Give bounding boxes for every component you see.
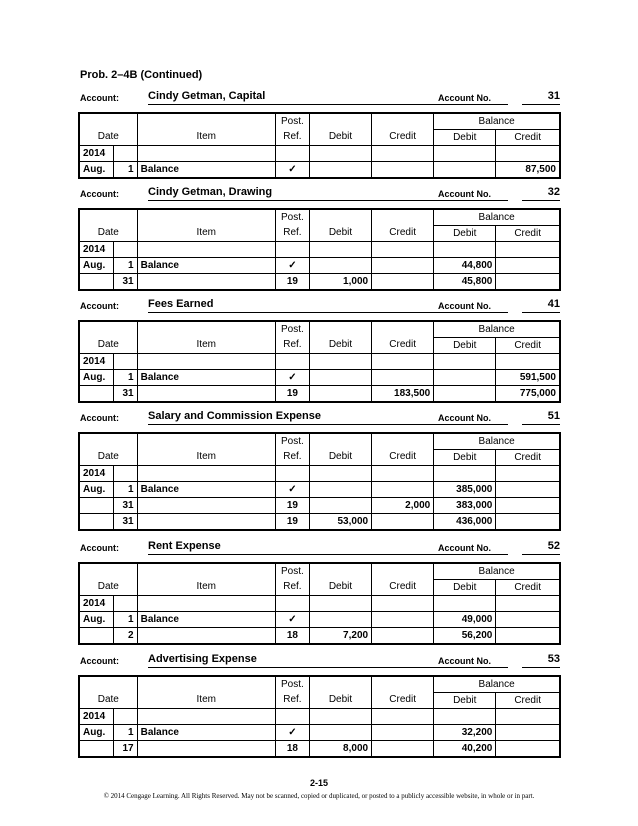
ledger-header-row [79,209,560,226]
ref-cell: ✓ [275,370,309,386]
item-header: Item [137,130,275,146]
account-header [80,186,558,202]
balance-credit-header: Credit [496,693,560,709]
credit-cell [372,258,434,274]
credit-header: Credit [372,338,434,354]
month-cell [79,741,113,758]
day-cell: 1 [113,482,137,498]
balance-debit-cell [434,370,496,386]
debit-header: Debit [309,580,371,596]
empty-cell [113,146,137,162]
credit-cell [372,628,434,645]
credit-header: Credit [372,580,434,596]
empty-cell [496,466,560,482]
balance-debit-cell: 45,800 [434,274,496,291]
balance-credit-cell: 775,000 [496,386,560,403]
account-label: Account: [80,656,119,666]
ref-cell: ✓ [275,725,309,741]
day-cell: 31 [113,498,137,514]
ref-header: Ref. [275,130,309,146]
debit-cell [309,498,371,514]
empty-cell [496,242,560,258]
debit-cell: 53,000 [309,514,371,531]
empty-cell [309,354,371,370]
account-name: Rent Expense [148,540,508,555]
balance-header: Balance [434,209,560,226]
date-header-top [79,676,137,693]
item-cell: Balance [137,370,275,386]
empty-cell [496,596,560,612]
empty-cell [137,466,275,482]
table-row [79,258,560,274]
credit-header: Credit [372,693,434,709]
empty-cell [434,466,496,482]
empty-cell [137,242,275,258]
empty-cell [309,596,371,612]
empty-cell [137,596,275,612]
table-row [79,514,560,531]
balance-header: Balance [434,321,560,338]
item-cell: Balance [137,725,275,741]
month-cell: Aug. [79,612,113,628]
date-header: Date [79,580,137,596]
empty-cell [275,466,309,482]
debit-header: Debit [309,130,371,146]
balance-debit-cell [434,386,496,403]
balance-debit-cell [434,162,496,179]
table-row [79,628,560,645]
account-name: Cindy Getman, Capital [148,90,508,105]
debit-cell [309,258,371,274]
credit-header-top [372,676,434,693]
credit-cell [372,162,434,179]
balance-debit-cell: 49,000 [434,612,496,628]
credit-cell [372,741,434,758]
debit-header-top [309,321,371,338]
empty-cell [137,354,275,370]
day-cell: 31 [113,514,137,531]
year-cell: 2014 [79,146,113,162]
item-cell: Balance [137,258,275,274]
ref-cell: 18 [275,741,309,758]
day-cell: 1 [113,258,137,274]
credit-cell [372,482,434,498]
account-number: 32 [522,186,560,201]
debit-cell [309,386,371,403]
balance-header: Balance [434,433,560,450]
empty-cell [372,709,434,725]
account-header [80,90,558,106]
date-header-top [79,209,137,226]
item-header: Item [137,226,275,242]
item-header: Item [137,693,275,709]
ref-header: Ref. [275,338,309,354]
empty-cell [113,354,137,370]
balance-credit-cell [496,514,560,531]
account-number: 31 [522,90,560,105]
table-row [79,725,560,741]
item-cell: Balance [137,482,275,498]
ref-cell: ✓ [275,162,309,179]
empty-cell [275,709,309,725]
credit-header-top [372,563,434,580]
debit-header: Debit [309,693,371,709]
debit-cell: 8,000 [309,741,371,758]
account-name: Salary and Commission Expense [148,410,508,425]
date-header-top [79,113,137,130]
balance-credit-header: Credit [496,130,560,146]
debit-header-top [309,676,371,693]
empty-cell [372,466,434,482]
empty-cell [434,596,496,612]
date-header: Date [79,693,137,709]
debit-cell [309,482,371,498]
item-cell [137,386,275,403]
empty-cell [113,709,137,725]
empty-cell [496,354,560,370]
ledger-header-row [79,113,560,130]
debit-cell: 7,200 [309,628,371,645]
item-header: Item [137,580,275,596]
credit-header-top [372,113,434,130]
day-cell: 17 [113,741,137,758]
account-number: 53 [522,653,560,668]
item-cell [137,514,275,531]
year-row [79,354,560,370]
account-label: Account: [80,93,119,103]
empty-cell [496,709,560,725]
balance-debit-cell: 40,200 [434,741,496,758]
post-ref-header: Post. [275,209,309,226]
empty-cell [372,354,434,370]
ledger-table [78,112,561,179]
empty-cell [137,146,275,162]
empty-cell [434,354,496,370]
debit-header-top [309,563,371,580]
post-ref-header: Post. [275,113,309,130]
ref-header: Ref. [275,580,309,596]
debit-header-top [309,113,371,130]
account-header [80,653,558,669]
account-number-label: Account No. [438,656,491,666]
item-header: Item [137,338,275,354]
ledger-table [78,208,561,291]
balance-credit-header: Credit [496,338,560,354]
date-header: Date [79,226,137,242]
debit-header: Debit [309,338,371,354]
balance-credit-cell [496,498,560,514]
ref-header: Ref. [275,693,309,709]
balance-debit-header: Debit [434,450,496,466]
page-title: Prob. 2–4B (Continued) [80,69,203,81]
table-row [79,386,560,403]
ledger-header-row [79,130,560,146]
account-number-label: Account No. [438,93,491,103]
month-cell [79,514,113,531]
account-label: Account: [80,543,119,553]
year-row [79,709,560,725]
date-header: Date [79,338,137,354]
credit-cell [372,370,434,386]
debit-header: Debit [309,226,371,242]
day-cell: 1 [113,725,137,741]
balance-credit-cell [496,274,560,291]
table-row [79,482,560,498]
day-cell: 31 [113,274,137,291]
ref-cell: ✓ [275,258,309,274]
item-header: Item [137,450,275,466]
balance-credit-cell: 87,500 [496,162,560,179]
empty-cell [309,146,371,162]
item-header-top [137,321,275,338]
ledger-header-row [79,676,560,693]
item-cell: Balance [137,612,275,628]
item-header-top [137,113,275,130]
ledger-header-row [79,433,560,450]
empty-cell [113,466,137,482]
credit-header-top [372,321,434,338]
item-cell [137,741,275,758]
credit-header: Credit [372,226,434,242]
month-cell: Aug. [79,482,113,498]
ledger-header-row [79,321,560,338]
empty-cell [275,242,309,258]
account-number-label: Account No. [438,413,491,423]
table-row [79,274,560,291]
account-name: Advertising Expense [148,653,508,668]
debit-header-top [309,209,371,226]
account-header [80,410,558,426]
day-cell: 2 [113,628,137,645]
page-number: 2-15 [309,778,328,788]
balance-debit-cell: 436,000 [434,514,496,531]
balance-credit-cell [496,482,560,498]
balance-debit-header: Debit [434,338,496,354]
year-cell: 2014 [79,354,113,370]
balance-debit-cell: 383,000 [434,498,496,514]
balance-debit-header: Debit [434,580,496,596]
account-number: 51 [522,410,560,425]
credit-cell [372,725,434,741]
ref-header: Ref. [275,450,309,466]
empty-cell [434,242,496,258]
month-cell: Aug. [79,162,113,179]
ref-cell: ✓ [275,482,309,498]
date-header-top [79,563,137,580]
balance-credit-header: Credit [496,450,560,466]
balance-credit-header: Credit [496,580,560,596]
year-row [79,146,560,162]
table-row [79,370,560,386]
credit-header: Credit [372,450,434,466]
post-ref-header: Post. [275,321,309,338]
debit-header: Debit [309,450,371,466]
ref-cell: 18 [275,628,309,645]
ledger-header-row [79,563,560,580]
empty-cell [137,709,275,725]
ref-cell: 19 [275,514,309,531]
empty-cell [496,146,560,162]
ledger-header-row [79,226,560,242]
empty-cell [275,146,309,162]
ref-cell: 19 [275,386,309,403]
balance-header: Balance [434,113,560,130]
item-cell: Balance [137,162,275,179]
month-cell [79,274,113,291]
ref-cell: 19 [275,498,309,514]
date-header-top [79,321,137,338]
item-header-top [137,209,275,226]
balance-debit-cell: 385,000 [434,482,496,498]
year-row [79,596,560,612]
empty-cell [372,146,434,162]
ledger-header-row [79,580,560,596]
post-ref-header: Post. [275,676,309,693]
ledger-header-row [79,693,560,709]
balance-credit-cell: 591,500 [496,370,560,386]
table-row [79,498,560,514]
table-row [79,162,560,179]
credit-cell [372,612,434,628]
account-number-label: Account No. [438,543,491,553]
item-cell [137,628,275,645]
account-number-label: Account No. [438,301,491,311]
year-row [79,242,560,258]
year-cell: 2014 [79,466,113,482]
ref-cell: ✓ [275,612,309,628]
balance-debit-header: Debit [434,226,496,242]
debit-cell [309,370,371,386]
day-cell: 1 [113,612,137,628]
ledger-header-row [79,338,560,354]
empty-cell [275,354,309,370]
balance-debit-cell: 32,200 [434,725,496,741]
balance-credit-cell [496,612,560,628]
balance-credit-cell [496,741,560,758]
credit-cell: 2,000 [372,498,434,514]
item-cell [137,274,275,291]
empty-cell [113,596,137,612]
account-header [80,298,558,314]
ledger-table [78,675,561,758]
empty-cell [434,709,496,725]
ledger-table [78,320,561,403]
item-header-top [137,676,275,693]
account-number-label: Account No. [438,189,491,199]
item-header-top [137,563,275,580]
balance-header: Balance [434,676,560,693]
month-cell [79,628,113,645]
credit-cell [372,514,434,531]
balance-credit-cell [496,258,560,274]
year-cell: 2014 [79,242,113,258]
balance-credit-header: Credit [496,226,560,242]
balance-header: Balance [434,563,560,580]
credit-header: Credit [372,130,434,146]
date-header: Date [79,130,137,146]
day-cell: 1 [113,370,137,386]
month-cell: Aug. [79,725,113,741]
month-cell: Aug. [79,370,113,386]
post-ref-header: Post. [275,563,309,580]
credit-cell: 183,500 [372,386,434,403]
empty-cell [434,146,496,162]
account-name: Cindy Getman, Drawing [148,186,508,201]
year-row [79,466,560,482]
balance-debit-header: Debit [434,693,496,709]
balance-debit-cell: 44,800 [434,258,496,274]
date-header: Date [79,450,137,466]
empty-cell [309,709,371,725]
item-header-top [137,433,275,450]
balance-debit-cell: 56,200 [434,628,496,645]
ref-header: Ref. [275,226,309,242]
debit-cell: 1,000 [309,274,371,291]
empty-cell [372,242,434,258]
empty-cell [372,596,434,612]
account-header [80,540,558,556]
year-cell: 2014 [79,596,113,612]
debit-cell [309,612,371,628]
table-row [79,741,560,758]
item-cell [137,498,275,514]
balance-debit-header: Debit [434,130,496,146]
empty-cell [309,466,371,482]
month-cell [79,386,113,403]
account-number: 52 [522,540,560,555]
empty-cell [309,242,371,258]
copyright-notice: © 2014 Cengage Learning. All Rights Reserved. May not be scanned, copied or duplicated, or posted to a publicly accessible website, in whole or in part. [103,792,535,800]
ref-cell: 19 [275,274,309,291]
table-row [79,612,560,628]
account-label: Account: [80,413,119,423]
account-name: Fees Earned [148,298,508,313]
credit-cell [372,274,434,291]
month-cell: Aug. [79,258,113,274]
day-cell: 31 [113,386,137,403]
day-cell: 1 [113,162,137,179]
year-cell: 2014 [79,709,113,725]
account-label: Account: [80,189,119,199]
debit-cell [309,725,371,741]
account-number: 41 [522,298,560,313]
ledger-header-row [79,450,560,466]
empty-cell [113,242,137,258]
month-cell [79,498,113,514]
debit-cell [309,162,371,179]
credit-header-top [372,209,434,226]
balance-credit-cell [496,725,560,741]
post-ref-header: Post. [275,433,309,450]
debit-header-top [309,433,371,450]
ledger-table [78,562,561,645]
balance-credit-cell [496,628,560,645]
empty-cell [275,596,309,612]
date-header-top [79,433,137,450]
credit-header-top [372,433,434,450]
ledger-table [78,432,561,531]
account-label: Account: [80,301,119,311]
